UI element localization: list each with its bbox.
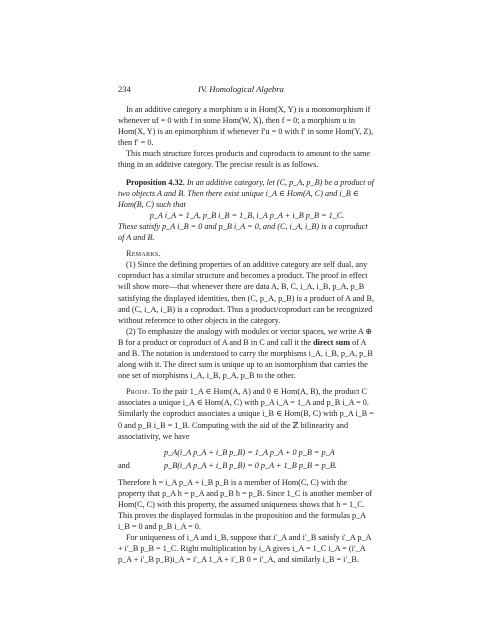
proposition-display-equation: p_A i_A = 1_A, p_B i_B = 1_B, i_A p_A + i_B p_B = 1_C. <box>149 210 345 220</box>
page-body <box>118 104 376 565</box>
proof-paragraph-3: For uniqueness of i_A and i_B, suppose that i′_A and i′_B satisfy i′_A p_A + i′_B p_B = 1_C. Right multiplication by i_A gives i_A = 1_C i_A = (i′_A p_A + i′_B p_B)i_A = i′_A 1_A + i′_B 0 = i′_A, and similarly i_B = i′_B. <box>118 533 372 565</box>
remarks-heading: Remarks. <box>126 249 161 259</box>
equation-and-label: and <box>118 460 130 470</box>
direct-sum-term: direct sum <box>313 337 351 347</box>
paragraph-structure: This much structure forces products and coproducts to amount to the same thing in an additive category. The precise result is as follows. <box>118 149 370 170</box>
running-head: IV. Homological Algebra <box>198 84 284 94</box>
proposition-conclusion: These satisfy p_A i_B = 0 and p_B i_A = 0, and (C, i_A, i_B) is a coproduct of A and B. <box>118 221 368 243</box>
page-header <box>118 84 376 96</box>
proposition-text: In an additive category, let (C, p_A, p_B) be a product of two objects A and B. Then there exist unique i_A ∈ Hom(A, C) and i_B ∈ Hom(B, C) such that <box>118 177 374 209</box>
equation-row-2 <box>118 460 376 473</box>
equation-1: p_A(i_A p_A + i_B p_B) = 1_A p_A + 0 p_B = p_A <box>164 447 335 457</box>
proposition-label: Proposition 4.32. <box>126 177 185 187</box>
equation-2: p_B(i_A p_A + i_B p_B) = 0 p_A + 1_B p_B = p_B. <box>164 460 337 470</box>
remark-2: (2) To emphasize the analogy with modules or vector spaces, we write A ⊕ B for a product or coproduct of A and B in C and call it the direct sum of A and B. The notation is understood to carry the morphisms i_A, i_B, p_A, p_B along with it. The direct sum is unique up to an isomorphism that carries the one set of morphisms i_A, i_B, p_A, p_B to the other. <box>118 326 373 381</box>
paragraph-monomorphism: In an additive category a morphism u in Hom(X, Y) is a monomorphism if whenever uf = 0 with f in some Hom(W, X), then f = 0; a morphism u in Hom(X, Y) is an epimorphism if whenever f′u = 0 with f′ in some Hom(Y, Z), then f′ = 0. <box>118 105 374 148</box>
page-number: 234 <box>118 84 131 94</box>
proof-label: Proof. <box>126 387 151 397</box>
equation-row-1 <box>118 447 376 460</box>
proof-paragraph: Proof. To the pair 1_A ∈ Hom(A, A) and 0 ∈ Hom(A, B), the product C associates a unique i_A ∈ Hom(A, C) with p_A i_A = 1_A and p_B i_A = 0. Similarly the coproduct associates a unique i_B ∈ Hom(B, C) with p_A i_B = 0 and p_B i_B = 1_B. Computing with the aid of the ℤ bilinearity and associativity, we have <box>118 387 374 441</box>
proof-paragraph-2: Therefore h = i_A p_A + i_B p_B is a member of Hom(C, C) with the property that p_A h = p_A and p_B h = p_B. Since 1_C is another member of Hom(C, C) with this property, the assumed uniqueness shows that h = 1_C. This proves the displayed formulas in the proposition and the formulas p_A i_B = 0 and p_B i_A = 0. <box>118 477 373 532</box>
remark-1: (1) Since the defining properties of an additive category are self dual, any coproduct has a similar structure and becomes a product. The proof in effect will show more—that whenever there are data A, B, C, i_A, i_B, p_A, p_B satisfying the displayed identities, then (C, p_A, p_B) is a product of A and B, and (C, i_A, i_B) is a coproduct. Thus a product/coproduct can be recognized without reference to other objects in the category. <box>118 260 375 325</box>
proposition <box>118 177 376 210</box>
